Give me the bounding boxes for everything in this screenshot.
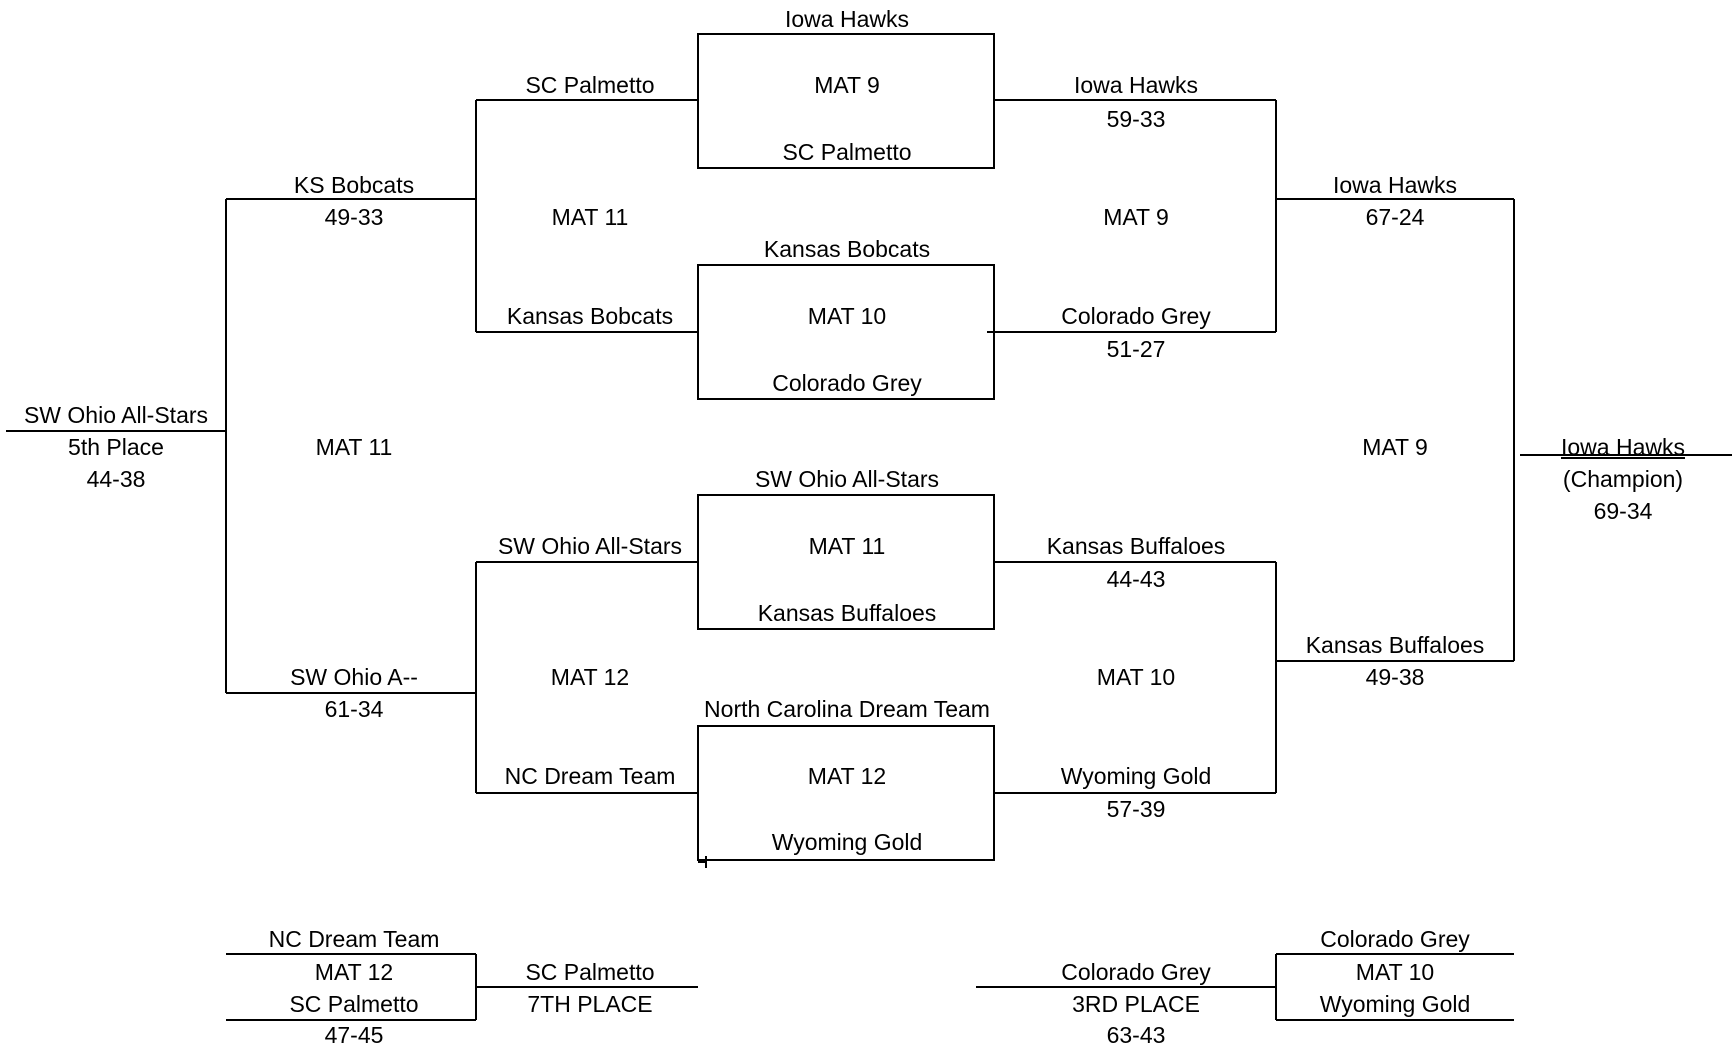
r1-nc-dream-team: NC Dream Team (504, 763, 676, 789)
fifth-place-label: 5th Place (68, 434, 164, 460)
box2-top-team: Kansas Bobcats (763, 236, 931, 262)
r3-kansas-buffaloes: Kansas Buffaloes (1305, 632, 1485, 658)
cons-ks-bobcats: KS Bobcats (293, 172, 415, 198)
third-top-team: Colorado Grey (1320, 926, 1470, 952)
box1-mat: MAT 9 (814, 72, 880, 98)
box2-mat: MAT 10 (807, 303, 887, 329)
seventh-winner: SC Palmetto (525, 959, 655, 985)
third-mat: MAT 10 (1355, 959, 1435, 985)
mat9-middle: MAT 9 (1103, 204, 1169, 230)
r2-wyoming-score: 57-39 (1106, 796, 1166, 822)
mat12-middle: MAT 12 (550, 664, 630, 690)
fifth-place-team: SW Ohio All-Stars (23, 402, 209, 428)
champion-team: Iowa Hawks (1561, 434, 1685, 460)
box4-top-team: North Carolina Dream Team (704, 696, 990, 722)
r3-kansas-buffaloes-score: 49-38 (1365, 664, 1425, 690)
third-place-label: 3RD PLACE (1072, 991, 1200, 1017)
seventh-bottom-team: SC Palmetto (289, 991, 419, 1017)
seventh-score: 47-45 (324, 1022, 384, 1048)
r2-colorado-grey: Colorado Grey (1061, 303, 1211, 329)
mat11-upper: MAT 11 (551, 204, 629, 230)
seventh-place-label: 7TH PLACE (527, 991, 653, 1017)
champion-score: 69-34 (1593, 498, 1653, 524)
seventh-top-team: NC Dream Team (268, 926, 440, 952)
champion-label: (Champion) (1562, 466, 1684, 492)
r3-iowa-score: 67-24 (1365, 204, 1425, 230)
r1-kansas-bobcats: Kansas Bobcats (506, 303, 674, 329)
cons-sw-score: 61-34 (324, 696, 384, 722)
box4-mat: MAT 12 (807, 763, 887, 789)
box3-bottom-team: Kansas Buffaloes (757, 600, 937, 626)
box4-bottom-team: Wyoming Gold (771, 829, 923, 855)
r2-colorado-score: 51-27 (1106, 336, 1166, 362)
box3-mat: MAT 11 (808, 533, 886, 559)
box3-top-team: SW Ohio All-Stars (754, 466, 940, 492)
r2-iowa-hawks: Iowa Hawks (1074, 72, 1198, 98)
box1-top-team: Iowa Hawks (785, 6, 909, 32)
cons-sw-ohio: SW Ohio A-- (290, 664, 418, 690)
r1-sc-palmetto: SC Palmetto (525, 72, 655, 98)
cons-ks-score: 49-33 (324, 204, 384, 230)
r2-wyoming-gold: Wyoming Gold (1060, 763, 1212, 789)
r3-iowa-hawks: Iowa Hawks (1333, 172, 1457, 198)
third-score: 63-43 (1106, 1022, 1166, 1048)
mat9-right: MAT 9 (1362, 434, 1428, 460)
mat11-left: MAT 11 (315, 434, 393, 460)
r2-kansas-buffaloes-score: 44-43 (1106, 566, 1166, 592)
third-bottom-team: Wyoming Gold (1319, 991, 1471, 1017)
box2-bottom-team: Colorado Grey (772, 370, 922, 396)
mat10-middle: MAT 10 (1096, 664, 1176, 690)
r2-kansas-buffaloes: Kansas Buffaloes (1046, 533, 1226, 559)
box1-bottom-team: SC Palmetto (782, 139, 912, 165)
r2-iowa-score: 59-33 (1106, 106, 1166, 132)
third-winner: Colorado Grey (1061, 959, 1211, 985)
seventh-mat: MAT 12 (314, 959, 394, 985)
fifth-place-score: 44-38 (86, 466, 146, 492)
r1-sw-ohio: SW Ohio All-Stars (497, 533, 683, 559)
